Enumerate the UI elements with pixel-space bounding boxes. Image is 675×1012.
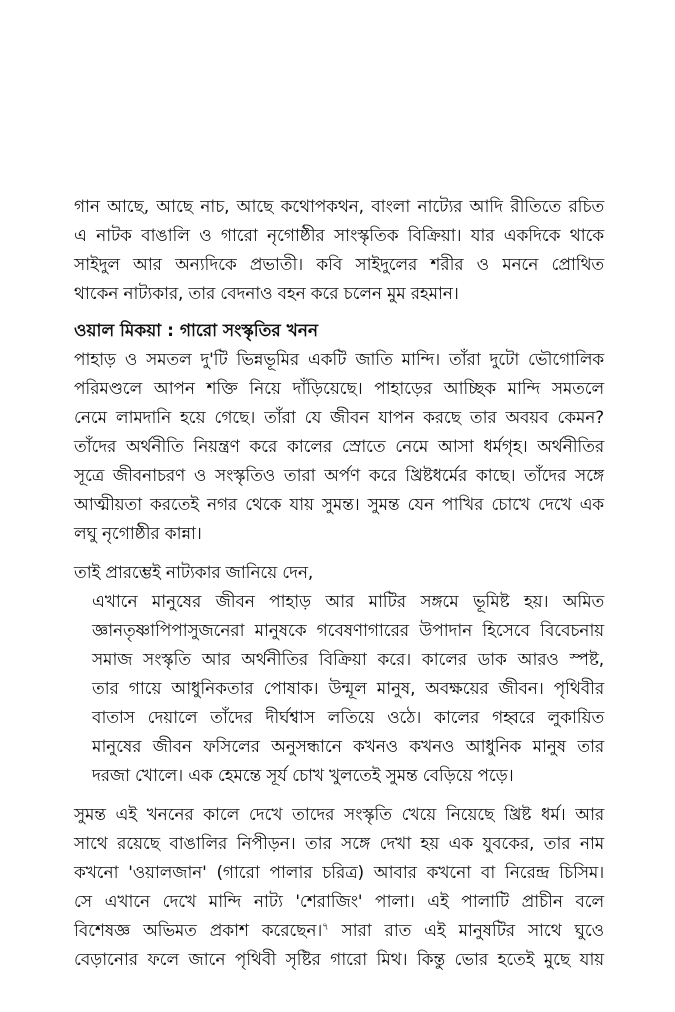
text-line: সূত্রে জীবনাচরণ ও সংস্কৃতিও তারা অর্পণ করে খ্রিষ্টধর্মের কাছে। তাঁদের সঙ্গে: [74, 466, 604, 486]
text-line: সাইদুল আর অন্যদিকে প্রভাতী। কবি সাইদুলের শরীর ও মননে প্রোথিত: [74, 255, 604, 275]
paragraph-opening: [74, 193, 604, 309]
text-line: সুমন্ত এই খননের কালে দেখে তাদের সংস্কৃতি খেয়ে নিয়েছে খ্রিষ্ট ধর্ম। আর: [74, 805, 604, 825]
paragraph-mandi: [74, 346, 604, 549]
quote-line: মানুষের জীবন ফসিলের অনুসন্ধানে কখনও কখনও আধুনিক মানুষ তার: [92, 737, 604, 757]
text-line: সে এখানে দেখে মান্দি নাট্য 'শেরাজিং' পালা। এই পালাটি প্রাচীন বলে: [74, 892, 604, 912]
text-line: থাকেন নাট্যকার, তার বেদনাও বহন করে চলেন মুম রহমান।: [74, 284, 459, 304]
quote-line: দরজা খোলে। এক হেমন্তে সূর্য চোখ খুলতেই সুমন্ত বেড়িয়ে পড়ে।: [92, 766, 514, 786]
footnote-marker: ৭: [322, 921, 329, 933]
text-line: সাথে রয়েছে বাঙালির নিপীড়ন। তার সঙ্গে দেখা হয় এক যুবকের, তার নাম: [74, 834, 604, 854]
paragraph-sumanta: [74, 801, 604, 975]
section-heading: ওয়াল মিকয়া : গারো সংস্কৃতির খনন: [74, 321, 319, 341]
text-line: বেড়ানোর ফলে জানে পৃথিবী সৃষ্টির গারো মিথ। কিন্তু ভোর হতেই মুছে যায়: [74, 950, 604, 970]
text-line: তাঁদের অর্থনীতি নিয়ন্ত্রণ করে কালের স্রোতে নেমে আসা ধর্মগৃহ। অর্থনীতির: [74, 437, 604, 457]
block-quote: [74, 588, 604, 791]
quote-intro: তাই প্রারম্ভেই নাট্যকার জানিয়ে দেন,: [74, 563, 314, 583]
quote-line: সমাজ সংস্কৃতি আর অর্থনীতির বিক্রিয়া করে। কালের ডাক আরও স্পষ্ট,: [92, 650, 604, 670]
text-line: এ নাটক বাঙালি ও গারো নৃগোষ্ঠীর সাংস্কৃতিক বিক্রিয়া। যার একদিকে থাকে: [74, 226, 604, 246]
text-line: কখনো 'ওয়ালজান' (গারো পালার চরিত্র) আবার কখনো বা নিরেন্দ্র চিসিম।: [74, 863, 604, 883]
page-body: [74, 193, 604, 975]
text-line: আত্মীয়তা করতেই নগর থেকে যায় সুমন্ত। সুমন্ত যেন পাখির চোখে দেখে এক: [74, 495, 604, 515]
text-line: নেমে লামদানি হয়ে গেছে। তাঁরা যে জীবন যাপন করছে তার অবয়ব কেমন?: [74, 408, 604, 428]
text-line: গান আছে, আছে নাচ, আছে কথোপকথন, বাংলা নাট্যের আদি রীতিতে রচিত: [74, 197, 604, 217]
text-line: পাহাড় ও সমতল দু'টি ভিন্নভূমির একটি জাতি মান্দি। তাঁরা দুটো ভৌগোলিক: [74, 350, 604, 370]
quote-line: এখানে মানুষের জীবন পাহাড় আর মাটির সঙ্গমে ভূমিষ্ট হয়। অমিত: [92, 592, 604, 612]
text-line-with-footnote: [74, 917, 604, 946]
text-segment: বিশেষজ্ঞ অভিমত প্রকাশ করেছেন।: [74, 921, 323, 941]
text-segment: সারা রাত এই মানুষটির সাথে ঘুওে: [328, 921, 604, 941]
quote-line: জ্ঞানতৃষ্ণাপিপাসুজনেরা মানুষকে গবেষণাগারের উপাদান হিসেবে বিবেচনায়: [92, 621, 604, 641]
quote-line: তার গায়ে আধুনিকতার পোষাক। উন্মূল মানুষ, অবক্ষয়ের জীবন। পৃথিবীর: [92, 679, 604, 699]
text-line: লঘু নৃগোষ্ঠীর কান্না।: [74, 524, 202, 544]
quote-line: বাতাস দেয়ালে তাঁদের দীর্ঘশ্বাস লতিয়ে ওঠে। কালের গহ্বরে লুকায়িত: [92, 708, 604, 728]
text-line: পরিমণ্ডলে আপন শক্তি নিয়ে দাঁড়িয়েছে। পাহাড়ের আচ্ছিক মান্দি সমতলে: [74, 379, 604, 399]
